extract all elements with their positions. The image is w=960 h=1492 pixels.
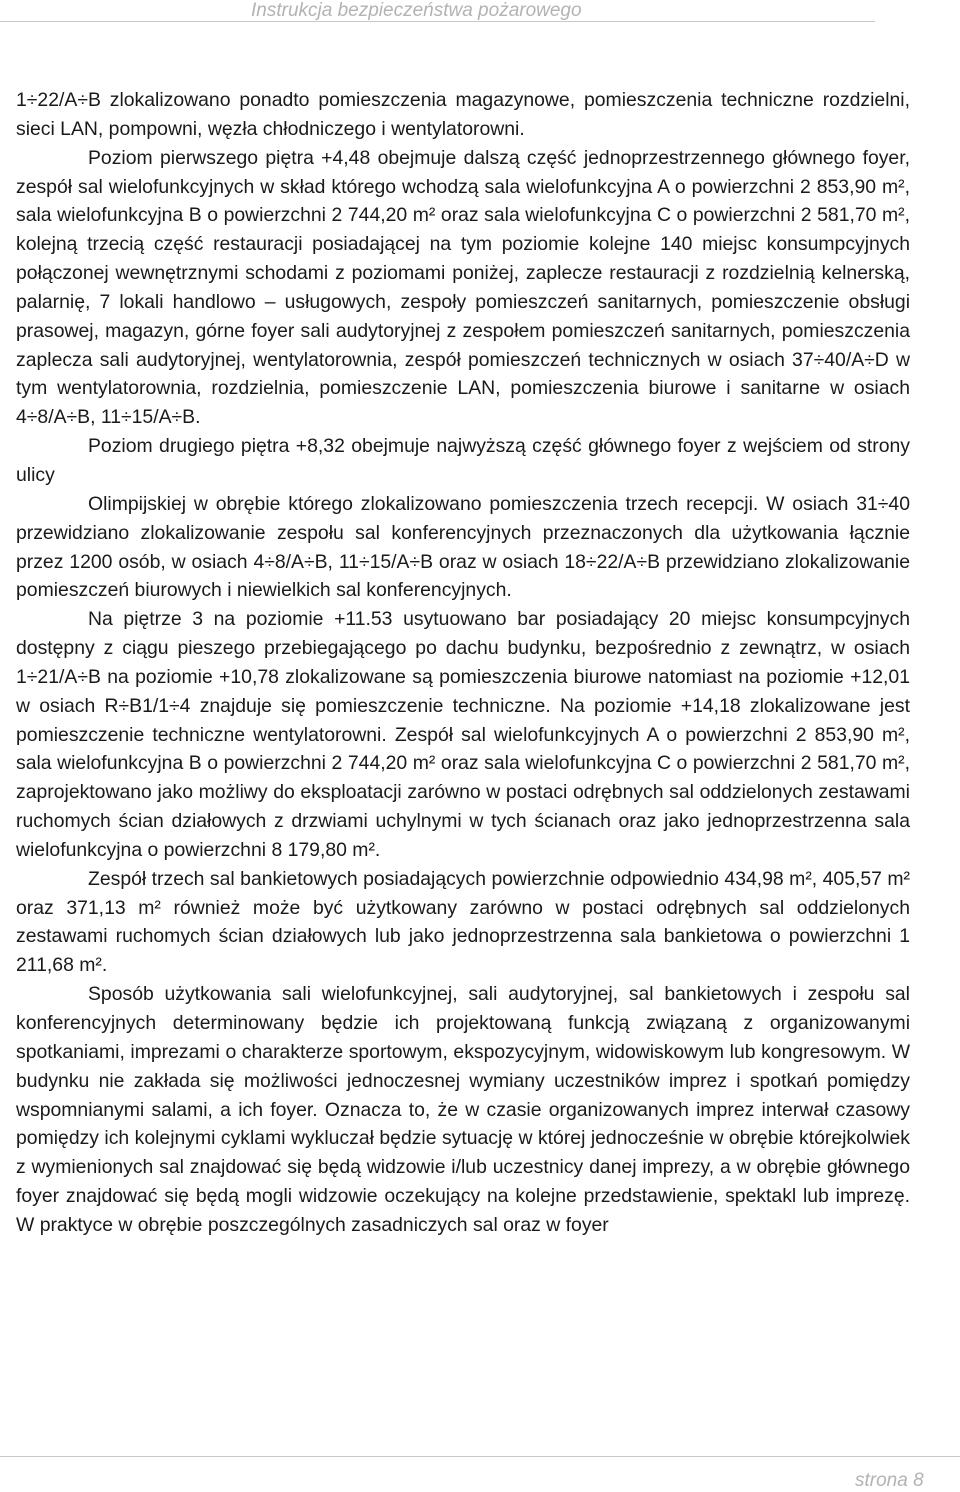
body-paragraph: Olimpijskiej w obrębie którego zlokalizowano pomieszczenia trzech recepcji. W osiach 31÷40 przewidziano zlokalizowanie zespołu sal konferencyjnych przeznaczonych dla użytkowania łącznie przez 1200 osób, w osiach 4÷8/A÷B, 11÷15/A÷B oraz w osiach 18÷22/A÷B przewidziano zlokalizowanie pomieszczeń biurowych i niewielkich sal konferencyjnych.	[16, 492, 910, 602]
page-number: strona 8	[855, 1470, 924, 1491]
document-body	[16, 86, 910, 1240]
body-paragraph: Poziom pierwszego piętra +4,48 obejmuje dalszą część jednoprzestrzennego głównego foyer, zespół sal wielofunkcyjnych w skład którego wchodzą sala wielofunkcyjna A o powierzchni 2 853,90 m², sala wielofunkcyjna B o powierzchni 2 744,20 m² oraz sala wielofunkcyjna C o powierzchni 2 581,70 m², kolejną trzecią część restauracji posiadającej na tym poziomie kolejne 140 miejsc konsumpcyjnych połączonej wewnętrznymi schodami z poziomami poniżej, zaplecze restauracji z rozdzielnią kelnerską, palarnię, 7 lokali handlowo – usługowych, zespoły pomieszczeń sanitarnych, pomieszczenie obsługi prasowej, magazyn, górne foyer sali audytoryjnej z zespołem pomieszczeń sanitarnych, pomieszczenia zaplecza sali audytoryjnej, wentylatorownia, zespół pomieszczeń technicznych w osiach 37÷40/A÷D w tym wentylatorownia, rozdzielnia, pomieszczenie LAN, pomieszczenia biurowe i sanitarne w osiach 4÷8/A÷B, 11÷15/A÷B.	[16, 146, 910, 429]
body-paragraph: 1÷22/A÷B zlokalizowano ponadto pomieszczenia magazynowe, pomieszczenia techniczne rozdzielni, sieci LAN, pompowni, węzła chłodniczego i wentylatorowni.	[16, 89, 910, 140]
body-paragraph: Sposób użytkowania sali wielofunkcyjnej, sali audytoryjnej, sal bankietowych i zespołu sal konferencyjnych determinowany będzie ich projektowaną funkcją związaną z organizowanymi spotkaniami, imprezami o charakterze sportowym, ekspozycyjnym, widowiskowym lub kongresowym. W budynku nie zakłada się możliwości jednoczesnej wymiany uczestników imprez i spotkań pomiędzy wspomnianymi salami, a ich foyer. Oznacza to, że w czasie organizowanych imprez interwał czasowy pomiędzy ich kolejnymi cyklami wykluczał będzie sytuację w której jednocześnie w obrębie którejkolwiek z wymienionych sal znajdować się będą widzowie i/lub uczestnicy danej imprezy, a w obrębie głównego foyer znajdować się będą mogli widzowie oczekujący na kolejne przedstawienie, spektakl lub imprezę. W praktyce w obrębie poszczególnych zasadniczych sal oraz w foyer	[16, 983, 910, 1236]
header-divider	[0, 21, 875, 22]
body-paragraph: Zespół trzech sal bankietowych posiadających powierzchnie odpowiednio 434,98 m², 405,57 m² oraz 371,13 m² również może być użytkowany zarówno w postaci odrębnych sal oddzielonych zestawami ruchomych ścian działowych lub jako jednoprzestrzenna sala bankietowa o powierzchni 1 211,68 m².	[16, 867, 910, 977]
body-paragraph: Poziom drugiego piętra +8,32 obejmuje najwyższą część głównego foyer z wejściem od strony ulicy	[16, 435, 910, 486]
footer-divider	[0, 1456, 960, 1457]
document-title: Instrukcja bezpieczeństwa pożarowego	[251, 0, 582, 21]
page-header	[0, 0, 960, 34]
body-paragraph: Na piętrze 3 na poziomie +11.53 usytuowano bar posiadający 20 miejsc konsumpcyjnych dostępny z ciągu pieszego przebiegającego po dachu budynku, bezpośrednio z zewnątrz, w osiach 1÷21/A÷B na poziomie +10,78 zlokalizowane są pomieszczenia biurowe natomiast na poziomie +12,01 w osiach R÷B1/1÷4 znajduje się pomieszczenie techniczne. Na poziomie +14,18 zlokalizowane jest pomieszczenie techniczne wentylatorowni. Zespół sal wielofunkcyjnych A o powierzchni 2 853,90 m², sala wielofunkcyjna B o powierzchni 2 744,20 m² oraz sala wielofunkcyjna C o powierzchni 2 581,70 m², zaprojektowano jako możliwy do eksploatacji zarówno w postaci odrębnych sal oddzielonych zestawami ruchomych ścian działowych z drzwiami uchylnymi w tych ścianach oraz jako jednoprzestrzenna sala wielofunkcyjna o powierzchni 8 179,80 m².	[16, 608, 910, 861]
